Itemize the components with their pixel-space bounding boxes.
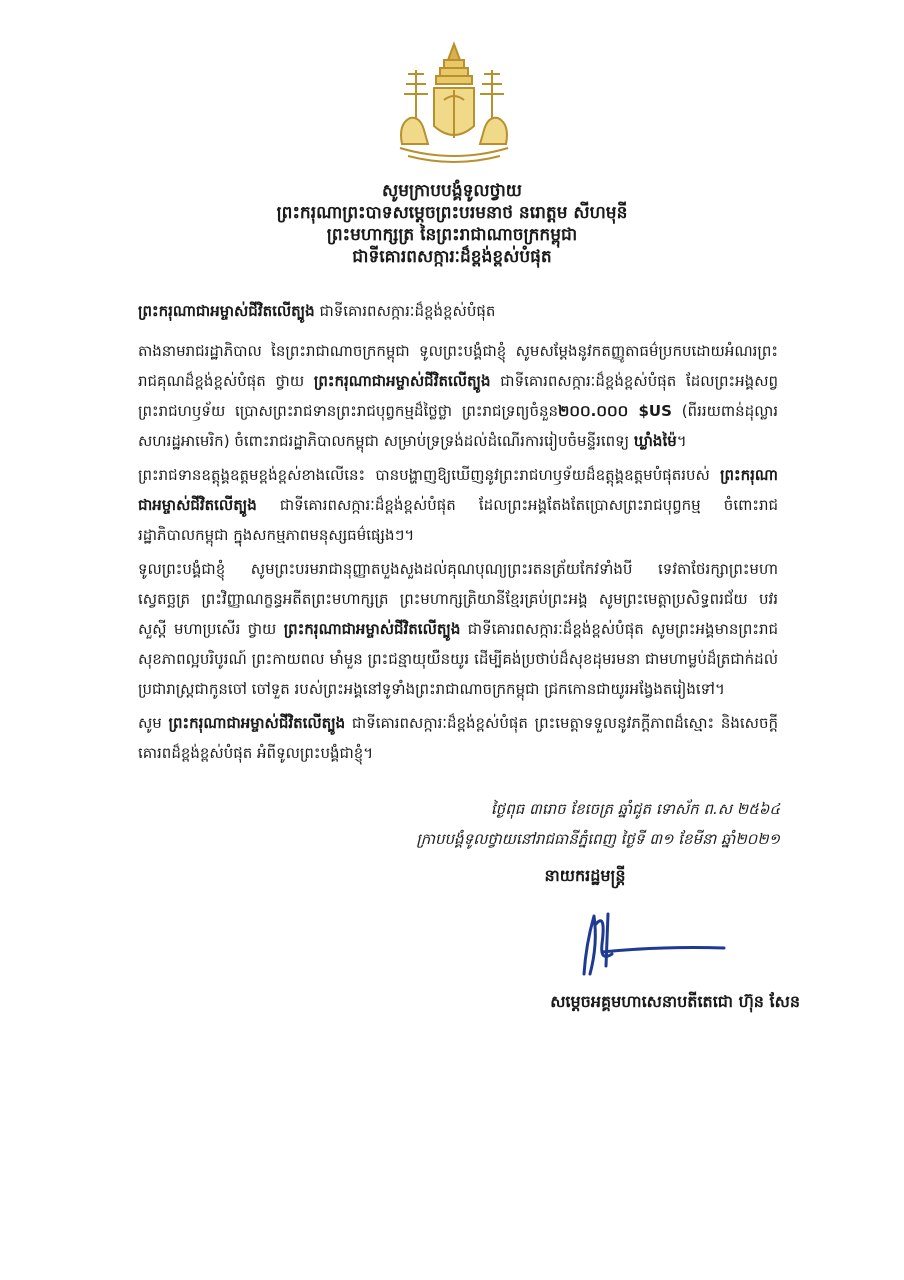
paragraph-3 — [138, 554, 778, 704]
paragraph-1-end: ។ — [676, 432, 687, 450]
salutation-honor: ព្រះករុណាជាអម្ចាស់ជីវិតលើត្បូង — [138, 302, 315, 320]
signatory-title: នាយករដ្ឋមន្ត្រី — [544, 866, 626, 885]
handwritten-signature-icon — [572, 904, 732, 984]
heading-line-king-title: ព្រះមហាក្សត្រ នៃព្រះរាជាណាចក្រកម្ពុជា — [326, 225, 578, 245]
paragraph-1 — [138, 336, 778, 456]
hospital-name: ឃ្លាំងម៉ៃ — [633, 432, 677, 450]
donation-amount: ២០០.០០០ $US — [558, 402, 672, 420]
letter-body — [138, 296, 778, 772]
paragraph-1-text-2: ជាទីគោរពសក្ការៈដ៏ខ្ពង់ខ្ពស់បំផុត ដែលព្រះអង្គសព្វព្រះរាជហឫទ័យ ប្រោសព្រះរាជទានព្រះរាជបុព្វកម្មដ៏ថ្លៃថ្លា ព្រះរាជទ្រព្យចំនួន — [138, 372, 778, 420]
paragraph-4 — [138, 708, 778, 768]
heading-line-king-name: ព្រះករុណាព្រះបាទសម្ដេចព្រះបរមនាថ នរោត្តម សីហមុនី — [276, 203, 628, 223]
signer-name: សម្ដេចអគ្គមហាសេនាបតីតេជោ ហ៊ុន សែន — [550, 992, 800, 1011]
lunar-date: ថ្ងៃពុធ ៣រោច ខែចេត្រ ឆ្នាំជូត ទោស័ក ព.ស ២៥៦៤ — [490, 800, 780, 818]
dateline — [350, 794, 780, 854]
paragraph-2-text-2: ជាទីគោរពសក្ការៈដ៏ខ្ពង់ខ្ពស់បំផុត ដែលព្រះអង្គតែងតែប្រោសព្រះរាជបុព្វកម្ម ចំពោះរាជរដ្ឋាភិបាលកម្ពុជា ក្នុងសកម្មភាពមនុស្សធម៌ផ្សេងៗ។ — [138, 496, 778, 544]
paragraph-4-honor: ព្រះករុណាជាអម្ចាស់ជីវិតលើត្បូង — [168, 714, 346, 732]
letter-heading — [120, 180, 784, 268]
paragraph-2 — [138, 460, 778, 550]
paragraph-1-text-3: (ពីររយពាន់ដុល្លារសហរដ្ឋអាមេរិក) ចំពោះរាជរដ្ឋាភិបាលកម្ពុជា សម្រាប់ទ្រទ្រង់ដល់ដំណើរការរៀបចំមន្ទីរពេទ្យ — [138, 402, 779, 450]
heading-line-honorific: ជាទីគោរពសក្ការៈដ៏ខ្ពង់ខ្ពស់បំផុត — [352, 247, 552, 267]
paragraph-2-text: ព្រះរាជទានឧត្តុង្គឧត្តមខ្ពង់ខ្ពស់ខាងលើនេះ បានបង្ហាញឱ្យឃើញនូវព្រះរាជហឫទ័យដ៏ឧត្តុង្គឧត្តមបំផុតរបស់ — [138, 466, 721, 484]
paragraph-3-text-2: ជាទីគោរពសក្ការៈដ៏ខ្ពង់ខ្ពស់បំផុត សូមព្រះអង្គមានព្រះរាជសុខភាពល្អបរិបូរណ៍ ព្រះកាយពល មាំមួន ព្រះជន្មាយុយឺនយូរ ដើម្បីគង់ប្រថាប់ដ៏សុខដុមរមនា ជាមហាម្លប់ដ៏ត្រជាក់ដល់ប្រជារាស្ត្រជាកូនចៅ ចៅទួត របស់ព្រះអង្គនៅទូទាំងព្រះរាជាណាចក្រកម្ពុជា ជ្រកកោនជាយូរអង្វែងតរៀងទៅ។ — [138, 620, 778, 698]
paragraph-2-honor: ព្រះករុណាជាអម្ចាស់ជីវិតលើត្បូង — [138, 466, 778, 514]
paragraph-1-text: តាងនាមរាជរដ្ឋាភិបាល នៃព្រះរាជាណាចក្រកម្ពុជា ទូលព្រះបង្គំជាខ្ញុំ សូមសម្ដែងនូវកតញ្ញូតាធម៌ប្រកបដោយអំណរព្រះរាជគុណដ៏ខ្ពង់ខ្ពស់បំផុត ថ្វាយ — [138, 342, 778, 390]
salutation-rest: ជាទីគោរពសក្ការៈដ៏ខ្ពង់ខ្ពស់បំផុត — [314, 302, 496, 320]
paragraph-1-honor: ព្រះករុណាជាអម្ចាស់ជីវិតលើត្បូង — [313, 372, 491, 390]
solar-date: ក្រាបបង្គំទូលថ្វាយនៅរាជធានីភ្នំពេញ ថ្ងៃទី ៣១ ខែមីនា ឆ្នាំ២០២១ — [416, 830, 780, 848]
paragraph-3-honor: ព្រះករុណាជាអម្ចាស់ជីវិតលើត្បូង — [283, 620, 461, 638]
paragraph-4-text-2: ជាទីគោរពសក្ការៈដ៏ខ្ពង់ខ្ពស់បំផុត ព្រះមេត្តាទទួលនូវភក្ដីភាពដ៏ស្មោះ និងសេចក្ដីគោរពដ៏ខ្ពង់ខ្ពស់បំផុត អំពីទូលព្រះបង្គំជាខ្ញុំ។ — [138, 714, 778, 762]
heading-line-address: សូមក្រាបបង្គំទូលថ្វាយ — [382, 181, 522, 201]
paragraph-3-text: ទូលព្រះបង្គំជាខ្ញុំ សូមព្រះបរមរាជានុញ្ញាតបួងសួងដល់គុណបុណ្យព្រះរតនត្រ័យកែវទាំងបី ទេវតាថែរក្សាព្រះមហាស្វេតច្ឆត្រ ព្រះវិញ្ញាណក្ខន្ធអតីតព្រះមហាក្សត្រ ព្រះមហាក្សត្រិយានីខ្មែរគ្រប់ព្រះអង្គ សូមព្រះមេត្តាប្រសិទ្ធពរជ័យ បវរសួស្ដី មហាប្រសើរ ថ្វាយ — [138, 560, 778, 638]
royal-arms-of-cambodia-icon — [394, 40, 514, 168]
salutation — [138, 296, 778, 326]
paragraph-4-text: សូម — [138, 714, 169, 732]
